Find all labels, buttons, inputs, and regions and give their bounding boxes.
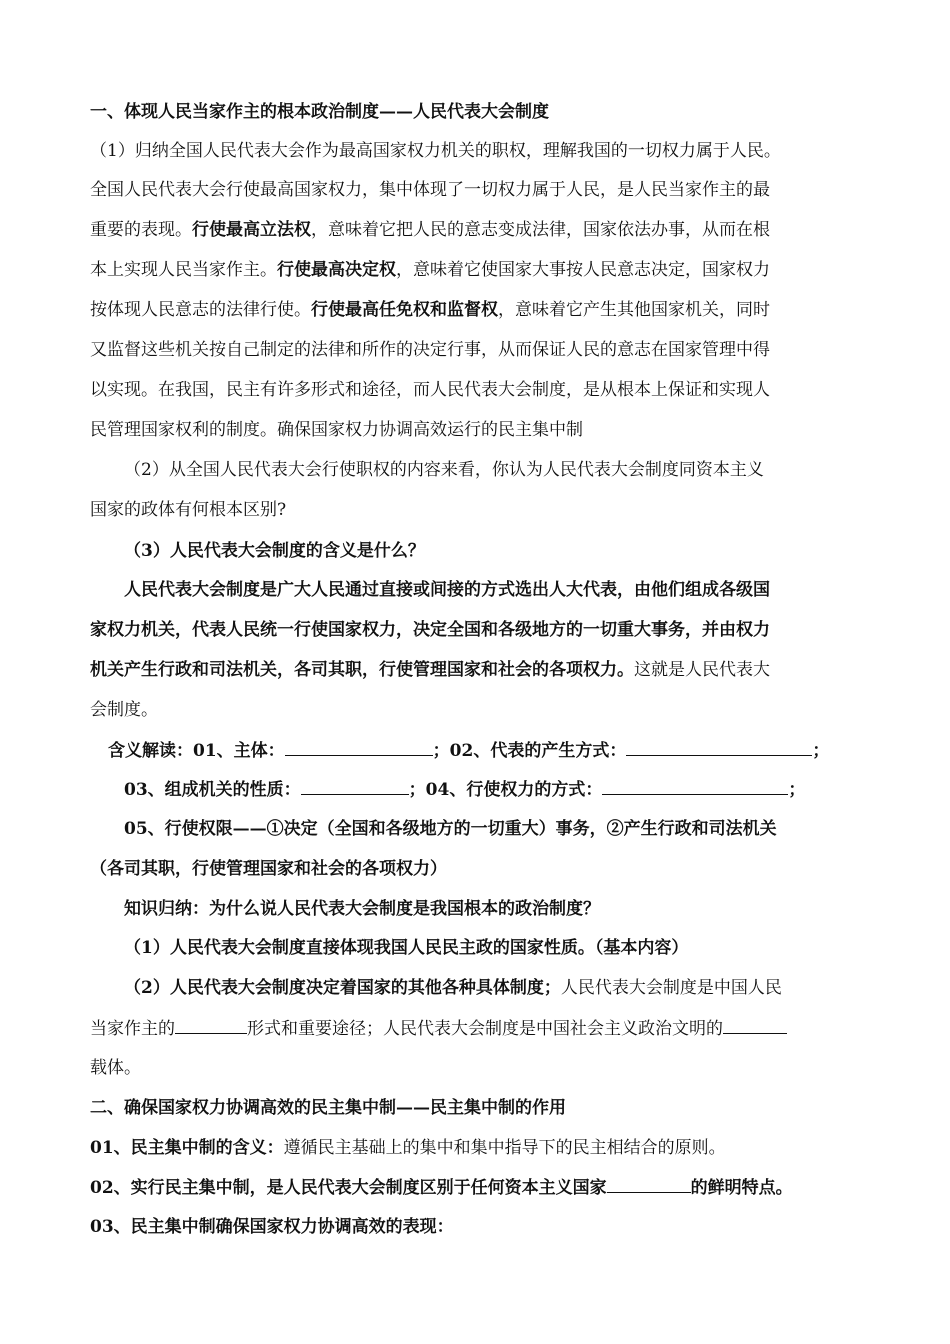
- q1-line-4: [90, 258, 770, 282]
- q1-line-2: 全国人民代表大会行使最高国家权力，集中体现了一切权力属于人民，是人民当家作主的最: [90, 180, 770, 200]
- q2-line-1: （2）从全国人民代表大会行使职权的内容来看，你认为人民代表大会制度同资本主义: [124, 460, 764, 480]
- q1-text: ，意味着它产生其他国家机关，同时: [498, 300, 770, 320]
- q3-heading: （3）人民代表大会制度的含义是什么？: [124, 541, 425, 561]
- section2-text: 的鲜明特点。: [690, 1178, 793, 1198]
- q3-line-2: 家权力机关，代表人民统一行使国家权力，决定全国和各级地方的一切重大事务，并由权力: [90, 620, 770, 640]
- interpretation-line-3: 05、行使权限——①决定（全国和各级地方的一切重大）事务，②产生行政和司法机关: [124, 819, 777, 839]
- q1-text: 本上实现人民当家作主。: [90, 260, 277, 280]
- q3-line-1: 人民代表大会制度是广大人民通过直接或间接的方式选出人大代表，由他们组成各级国: [124, 580, 770, 600]
- summary-text: 当家作主的: [90, 1019, 175, 1039]
- summary-heading: 知识归纳：为什么说人民代表大会制度是我国根本的政治制度？: [124, 899, 600, 919]
- q3-text: 这就是人民代表大: [634, 660, 770, 680]
- blank-basic-form[interactable]: [175, 1016, 247, 1034]
- summary-text-bold: （2）人民代表大会制度决定着国家的其他各种具体制度；: [124, 978, 561, 998]
- q1-text: ，意味着它把人民的意志变成法律，国家依法办事，从而在根: [311, 220, 770, 240]
- section2-label-meaning: 01、民主集中制的含义：: [90, 1138, 284, 1158]
- blank-election-method[interactable]: [626, 738, 812, 756]
- interpretation-line-1: [108, 738, 829, 763]
- q1-line-5: [90, 298, 770, 322]
- keyword-appointment-power: 行使最高任免权和监督权: [311, 300, 498, 320]
- section2-heading: 二、确保国家权力协调高效的民主集中制——民主集中制的作用: [90, 1098, 566, 1118]
- q1-text: ，意味着它使国家大事按人民意志决定，国家权力: [396, 260, 770, 280]
- q3-line-3: [90, 658, 770, 682]
- blank-subject[interactable]: [285, 738, 433, 756]
- section1-heading: 一、体现人民当家作主的根本政治制度——人民代表大会制度: [90, 102, 549, 122]
- q1-line-8: 民管理国家权利的制度。确保国家权力协调高效运行的民主集中制: [90, 420, 583, 440]
- q1-line-3: [90, 218, 770, 242]
- blank-different-feature[interactable]: [607, 1175, 691, 1193]
- q3-line-4: 会制度。: [90, 700, 158, 720]
- q1-line-1: （1）归纳全国人民代表大会作为最高国家权力机关的职权，理解我国的一切权力属于人民。: [90, 141, 781, 161]
- summary-point-2-cont: [90, 1016, 787, 1041]
- interpretation-semicolon: ；: [788, 780, 806, 800]
- blank-exercise-method[interactable]: [602, 777, 788, 795]
- blank-important-carrier[interactable]: [723, 1016, 787, 1034]
- summary-text: 人民代表大会制度是中国人民: [560, 978, 782, 998]
- q1-line-6: 又监督这些机关按自己制定的法律和所作的决定行事，从而保证人民的意志在国家管理中得: [90, 340, 770, 360]
- summary-text: 形式和重要途径；人民代表大会制度是中国社会主义政治文明的: [247, 1019, 723, 1039]
- interpretation-label-subject: 含义解读：01、主体：: [108, 741, 285, 761]
- summary-point-1: （1）人民代表大会制度直接体现我国人民民主政的国家性质。（基本内容）: [124, 938, 689, 958]
- interpretation-semicolon: ；: [812, 741, 830, 761]
- blank-organ-nature[interactable]: [301, 777, 409, 795]
- interpretation-line-4: （各司其职，行使管理国家和社会的各项权力）: [90, 859, 447, 879]
- section2-text: 遵循民主基础上的集中和集中指导下的民主相结合的原则。: [283, 1138, 726, 1158]
- interpretation-line-2: [124, 777, 805, 802]
- summary-point-2-end: 载体。: [90, 1058, 141, 1078]
- interpretation-label-nature: 03、组成机关的性质：: [124, 780, 301, 800]
- section2-item-1: [90, 1136, 726, 1160]
- section2-item-3: 03、民主集中制确保国家权力协调高效的表现：: [90, 1217, 454, 1237]
- interpretation-label-election: ；02、代表的产生方式：: [432, 741, 627, 761]
- section2-item-2: [90, 1175, 793, 1200]
- interpretation-label-exercise: ；04、行使权力的方式：: [408, 780, 603, 800]
- q1-line-7: 以实现。在我国，民主有许多形式和途径，而人民代表大会制度，是从根本上保证和实现人: [90, 380, 770, 400]
- q1-text: 重要的表现。: [90, 220, 192, 240]
- keyword-decision-power: 行使最高决定权: [277, 260, 396, 280]
- summary-point-2: [124, 976, 782, 1000]
- q2-line-2: 国家的政体有何根本区别?: [90, 500, 287, 520]
- q3-text-bold: 机关产生行政和司法机关，各司其职，行使管理国家和社会的各项权力。: [90, 660, 634, 680]
- keyword-legislative-power: 行使最高立法权: [192, 220, 311, 240]
- section2-text: 02、实行民主集中制，是人民代表大会制度区别于任何资本主义国家: [90, 1178, 607, 1198]
- q1-text: 按体现人民意志的法律行使。: [90, 300, 311, 320]
